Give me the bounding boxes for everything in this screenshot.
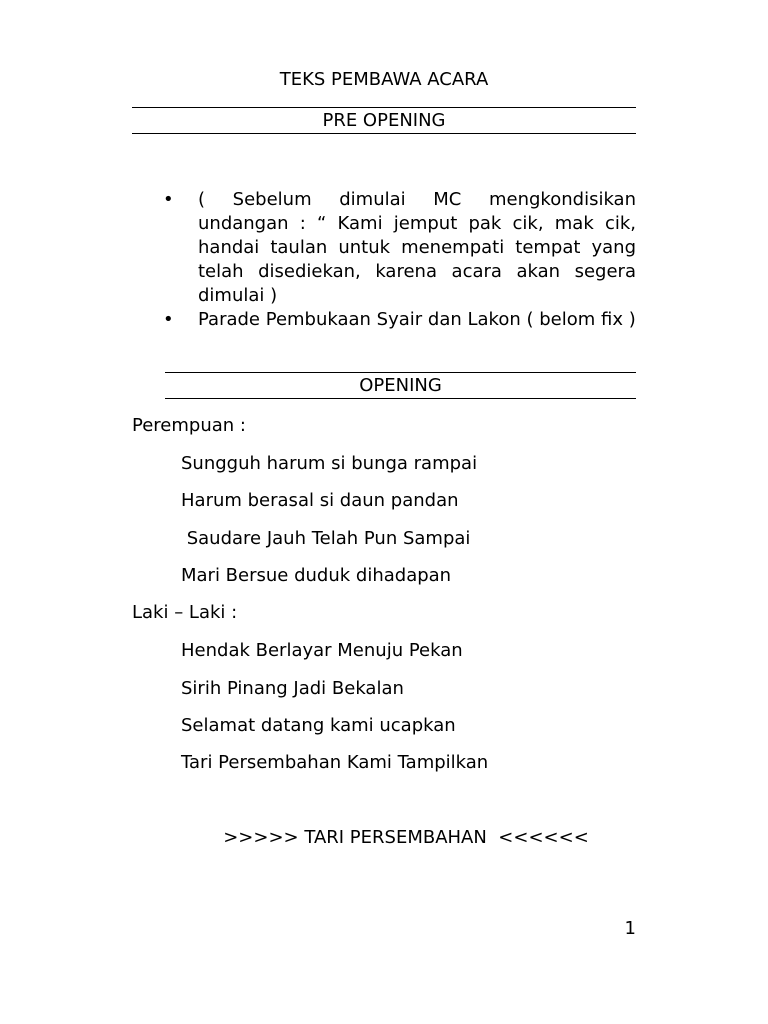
female-speaker-label: Perempuan : xyxy=(132,415,246,436)
document-title: TEKS PEMBAWA ACARA xyxy=(279,69,489,90)
verse-line: Harum berasal si daun pandan xyxy=(181,490,459,511)
divider-line xyxy=(165,398,636,399)
bullet-text: ( Sebelum dimulai MC mengkondisikan undangan : “ Kami jemput pak cik, mak cik, handai taulan untuk menempati tempat yang telah disediekan, karena acara akan segera dimulai ) xyxy=(198,189,636,306)
verse-line: Tari Persembahan Kami Tampilkan xyxy=(181,752,489,773)
bullet-item xyxy=(160,188,636,308)
divider-line xyxy=(132,133,636,134)
verse-line: Selamat datang kami ucapkan xyxy=(181,715,456,736)
bullet-text: Parade Pembukaan Syair dan Lakon ( belom fix ) xyxy=(198,309,636,330)
divider-line xyxy=(132,107,636,108)
page-number: 1 xyxy=(624,918,636,939)
pre-opening-heading: PRE OPENING xyxy=(322,110,446,131)
verse-line: Sungguh harum si bunga rampai xyxy=(181,453,478,474)
verse-line: Sirih Pinang Jadi Bekalan xyxy=(181,678,404,699)
bullet-icon: • xyxy=(163,309,174,330)
closing-line: >>>>> TARI PERSEMBAHAN <<<<<< xyxy=(223,827,589,848)
verse-line: Hendak Berlayar Menuju Pekan xyxy=(181,640,463,661)
bullet-item xyxy=(160,308,636,332)
male-speaker-label: Laki – Laki : xyxy=(132,602,238,623)
pre-opening-bullet-list xyxy=(160,188,636,332)
verse-line: Saudare Jauh Telah Pun Sampai xyxy=(181,528,471,549)
verse-line: Mari Bersue duduk dihadapan xyxy=(181,565,452,586)
opening-heading: OPENING xyxy=(359,375,442,396)
divider-line xyxy=(165,372,636,373)
bullet-icon: • xyxy=(163,189,174,210)
